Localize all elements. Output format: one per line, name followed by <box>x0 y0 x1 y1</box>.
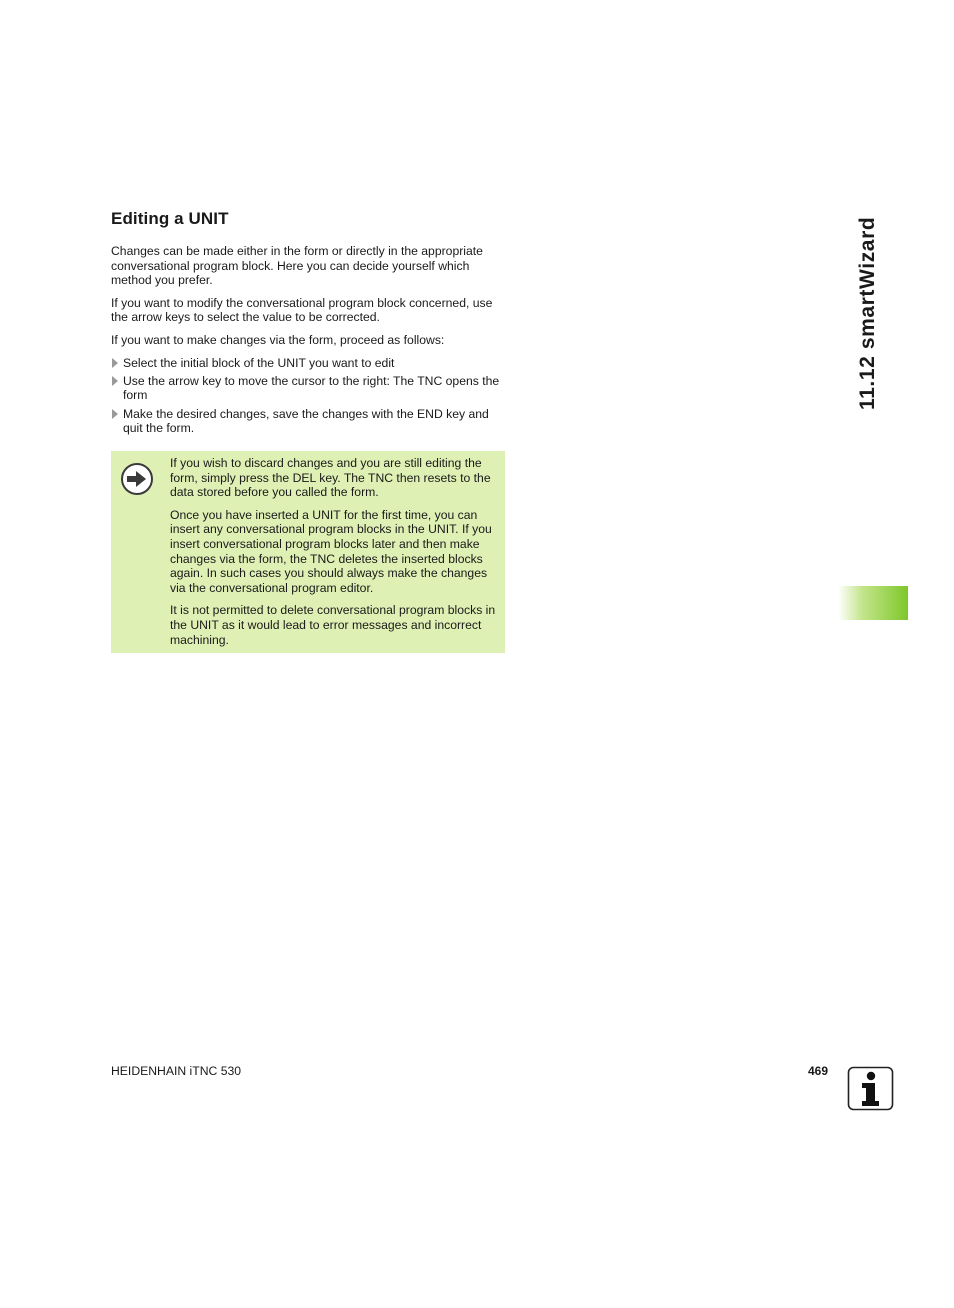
chapter-tab-marker <box>838 586 908 620</box>
step-item <box>111 374 507 403</box>
info-icon <box>847 1066 894 1111</box>
paragraph: Changes can be made either in the form or directly in the appropriate conversational program block. Here you can decide yourself which method you prefer. <box>111 244 483 288</box>
step-text: Select the initial block of the UNIT you want to edit <box>123 355 395 370</box>
bullet-triangle-icon <box>112 376 118 386</box>
step-text: Make the desired changes, save the changes with the END key and quit the form. <box>123 406 489 436</box>
paragraph: If you want to make changes via the form, proceed as follows: <box>111 332 445 347</box>
page-number: 469 <box>808 1064 829 1078</box>
note-text <box>170 456 498 655</box>
paragraph: If you want to modify the conversational program block concerned, use the arrow keys to select the value to be corrected. <box>111 295 493 325</box>
step-text: Use the arrow key to move the cursor to the right: The TNC opens the form <box>123 373 500 403</box>
manual-name: HEIDENHAIN iTNC 530 <box>111 1064 242 1078</box>
bullet-triangle-icon <box>112 358 118 368</box>
note-paragraph: It is not permitted to delete conversational program blocks in the UNIT as it would lead to error messages and incorrect machining. <box>170 603 496 647</box>
chapter-title: 11.12 smartWizard <box>856 216 879 410</box>
step-item <box>111 356 507 371</box>
arrow-right-icon <box>120 462 154 496</box>
step-item <box>111 407 507 436</box>
note-paragraph: Once you have inserted a UNIT for the first time, you can insert any conversational program blocks in the UNIT. If you insert conversational program blocks later and then make changes via the form, the TNC deletes the inserted blocks again. In such cases you should always make the changes via the conversational program editor. <box>170 507 492 595</box>
note-paragraph: If you wish to discard changes and you are still editing the form, simply press the DEL key. The TNC then resets to the data stored before you called the form. <box>170 456 491 500</box>
section-content <box>111 244 507 439</box>
step-list <box>111 356 507 436</box>
bullet-triangle-icon <box>112 409 118 419</box>
section-heading: Editing a UNIT <box>111 209 229 228</box>
note-box <box>111 451 505 653</box>
